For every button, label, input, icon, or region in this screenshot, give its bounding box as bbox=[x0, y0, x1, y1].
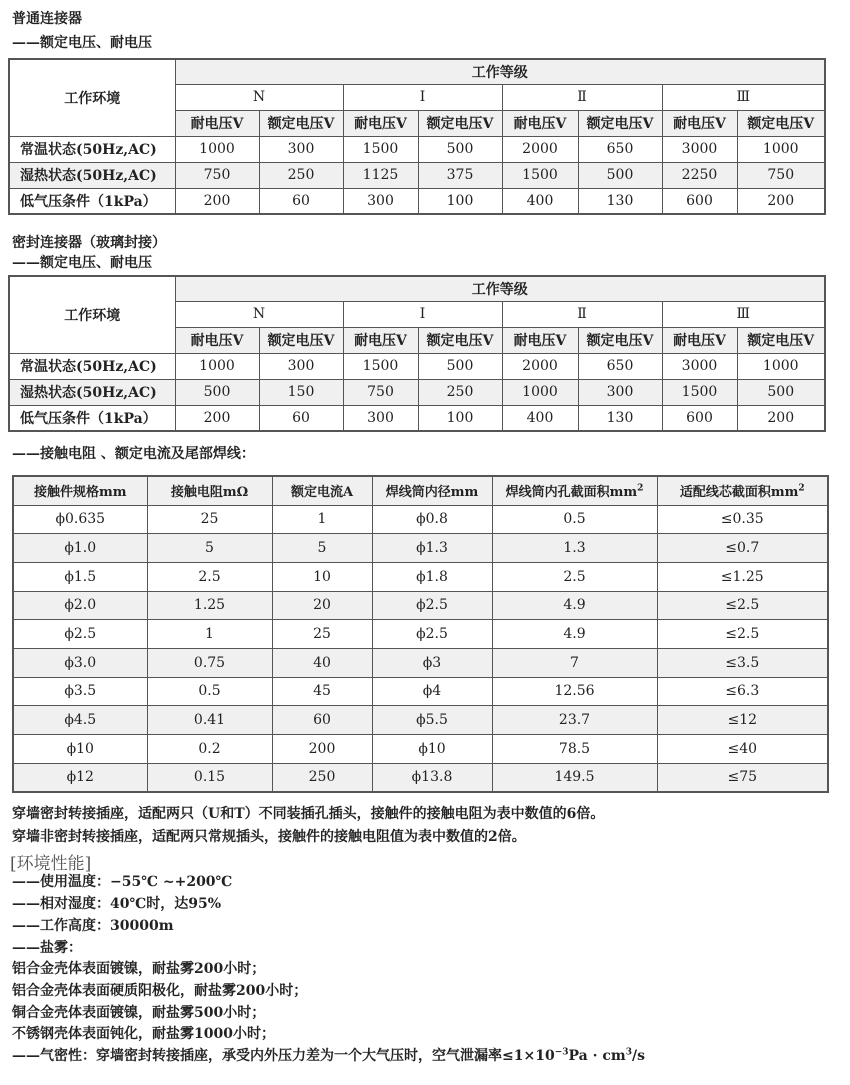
env-line: 不锈钢壳体表面钝化，耐盐雾1000小时； bbox=[12, 1026, 275, 1042]
table-cell: ϕ1.3 bbox=[372, 534, 492, 563]
section-subtitle-voltage: ——额定电压、耐电压 bbox=[12, 35, 152, 51]
row-env-label: 低气压条件（1kPa） bbox=[9, 405, 175, 431]
table-cell: 130 bbox=[578, 188, 662, 214]
table-cell: 300 bbox=[343, 405, 418, 431]
note-unsealed-feedthrough: 穿墙非密封转接插座，适配两只常规插头，接触件的接触电阻值为表中数值的2倍。 bbox=[12, 829, 526, 845]
header-solder-cup-area bbox=[492, 476, 657, 505]
table-cell: 78.5 bbox=[492, 735, 657, 764]
environment-heading: [环境性能] bbox=[10, 854, 92, 874]
table-cell: ϕ3.0 bbox=[13, 648, 147, 677]
table-cell: 250 bbox=[272, 763, 372, 792]
grade-n: N bbox=[175, 301, 343, 327]
grade-1: I bbox=[343, 84, 502, 110]
table-cell: 1 bbox=[147, 620, 272, 649]
table-cell: ≤6.3 bbox=[657, 677, 828, 706]
table-cell: ≤3.5 bbox=[657, 648, 828, 677]
table-cell: 5 bbox=[272, 534, 372, 563]
table-cell: 1.3 bbox=[492, 534, 657, 563]
env-airtightness bbox=[12, 1045, 645, 1065]
table-cell: 2000 bbox=[502, 353, 578, 379]
table-row bbox=[13, 534, 828, 563]
subcol-rated-voltage: 额定电压V bbox=[259, 327, 343, 353]
table-row bbox=[9, 162, 825, 188]
table-cell: 750 bbox=[737, 162, 825, 188]
table-cell: 200 bbox=[737, 188, 825, 214]
table-cell: ϕ10 bbox=[372, 735, 492, 764]
table-cell: 45 bbox=[272, 677, 372, 706]
table-cell: 1000 bbox=[175, 353, 259, 379]
table-cell: 400 bbox=[502, 405, 578, 431]
table-cell: 250 bbox=[418, 379, 502, 405]
table-cell: 2.5 bbox=[492, 562, 657, 591]
table-cell: ϕ4 bbox=[372, 677, 492, 706]
table-cell: 0.41 bbox=[147, 706, 272, 735]
header-solder-cup-diameter: 焊线筒内径mm bbox=[372, 476, 492, 505]
table-cell: ϕ13.8 bbox=[372, 763, 492, 792]
table-cell: 1000 bbox=[175, 136, 259, 162]
table-cell: 1.25 bbox=[147, 591, 272, 620]
table-row bbox=[13, 706, 828, 735]
subcol-rated-voltage: 额定电压V bbox=[259, 110, 343, 136]
header-solder-cup-area-text: 焊线筒内孔截面积mm bbox=[505, 485, 638, 501]
header-work-grade: 工作等级 bbox=[175, 276, 825, 301]
table-cell: 10 bbox=[272, 562, 372, 591]
header-rated-current: 额定电流A bbox=[272, 476, 372, 505]
table-cell: 20 bbox=[272, 591, 372, 620]
table-cell: 750 bbox=[175, 162, 259, 188]
env-line: ——盐雾： bbox=[12, 940, 82, 956]
subcol-withstand-voltage: 耐电压V bbox=[662, 110, 737, 136]
table-cell: ϕ0.635 bbox=[13, 505, 147, 534]
table-cell: 300 bbox=[578, 379, 662, 405]
table-cell: 7 bbox=[492, 648, 657, 677]
table-cell: 1500 bbox=[502, 162, 578, 188]
header-wire-area-text: 适配线芯截面积mm bbox=[679, 485, 799, 501]
table-cell: ϕ2.5 bbox=[372, 591, 492, 620]
table-cell: 600 bbox=[662, 405, 737, 431]
superscript: 2 bbox=[637, 483, 644, 494]
grade-n: N bbox=[175, 84, 343, 110]
subcol-rated-voltage: 额定电压V bbox=[418, 327, 502, 353]
row-env-label: 湿热状态(50Hz,AC) bbox=[9, 379, 175, 405]
table-row bbox=[9, 379, 825, 405]
table-cell: 1000 bbox=[737, 136, 825, 162]
grade-2: Ⅱ bbox=[502, 84, 662, 110]
table-cell: 3000 bbox=[662, 136, 737, 162]
table-row bbox=[9, 353, 825, 379]
subcol-rated-voltage: 额定电压V bbox=[737, 110, 825, 136]
table-cell: 4.9 bbox=[492, 591, 657, 620]
env-line: ——相对湿度：40℃时，达95% bbox=[12, 896, 222, 912]
table-cell: 300 bbox=[259, 136, 343, 162]
table-cell: 0.2 bbox=[147, 735, 272, 764]
header-work-env: 工作环境 bbox=[9, 276, 175, 353]
table-cell: 0.75 bbox=[147, 648, 272, 677]
subcol-rated-voltage: 额定电压V bbox=[578, 327, 662, 353]
table-cell: 500 bbox=[418, 136, 502, 162]
table-cell: 200 bbox=[175, 188, 259, 214]
table-row bbox=[13, 505, 828, 534]
table-cell: 130 bbox=[578, 405, 662, 431]
table-cell: ϕ0.8 bbox=[372, 505, 492, 534]
table-cell: ϕ10 bbox=[13, 735, 147, 764]
subcol-withstand-voltage: 耐电压V bbox=[175, 110, 259, 136]
subcol-rated-voltage: 额定电压V bbox=[737, 327, 825, 353]
table-cell: 12.56 bbox=[492, 677, 657, 706]
grade-2: Ⅱ bbox=[502, 301, 662, 327]
grade-3: Ⅲ bbox=[662, 301, 825, 327]
header-work-grade: 工作等级 bbox=[175, 59, 825, 84]
subcol-withstand-voltage: 耐电压V bbox=[343, 327, 418, 353]
table-cell: ϕ5.5 bbox=[372, 706, 492, 735]
table-cell: 60 bbox=[272, 706, 372, 735]
table-cell: 1 bbox=[272, 505, 372, 534]
table-cell: 500 bbox=[578, 162, 662, 188]
row-env-label: 低气压条件（1kPa） bbox=[9, 188, 175, 214]
table-cell: 1000 bbox=[502, 379, 578, 405]
voltage-table-standard bbox=[8, 58, 826, 215]
table-cell: ≤0.35 bbox=[657, 505, 828, 534]
table-cell: ϕ3 bbox=[372, 648, 492, 677]
table-cell: 0.5 bbox=[147, 677, 272, 706]
section-title-sealed-connector: 密封连接器（玻璃封接） bbox=[12, 235, 166, 251]
table-cell: ≤2.5 bbox=[657, 591, 828, 620]
env-line: ——工作高度：30000m bbox=[12, 918, 174, 934]
table-cell: 60 bbox=[259, 188, 343, 214]
table-row bbox=[13, 648, 828, 677]
table-cell: 500 bbox=[737, 379, 825, 405]
subcol-withstand-voltage: 耐电压V bbox=[343, 110, 418, 136]
table-cell: 200 bbox=[175, 405, 259, 431]
table-row bbox=[13, 763, 828, 792]
row-env-label: 常温状态(50Hz,AC) bbox=[9, 136, 175, 162]
table-cell: 500 bbox=[175, 379, 259, 405]
subcol-withstand-voltage: 耐电压V bbox=[502, 110, 578, 136]
table-cell: ≤1.25 bbox=[657, 562, 828, 591]
subcol-rated-voltage: 额定电压V bbox=[418, 110, 502, 136]
table-row bbox=[13, 620, 828, 649]
airtight-unit-suffix: /s bbox=[631, 1048, 645, 1064]
table-cell: 750 bbox=[343, 379, 418, 405]
airtight-unit-sup: 3 bbox=[625, 1047, 632, 1058]
table-cell: 1500 bbox=[343, 353, 418, 379]
table-cell: 23.7 bbox=[492, 706, 657, 735]
table-cell: ≤40 bbox=[657, 735, 828, 764]
table-cell: 650 bbox=[578, 353, 662, 379]
env-line: 铝合金壳体表面镀镍，耐盐雾200小时； bbox=[12, 961, 266, 977]
airtight-exponent: −3 bbox=[554, 1047, 569, 1058]
header-work-env: 工作环境 bbox=[9, 59, 175, 136]
table-cell: ϕ4.5 bbox=[13, 706, 147, 735]
table-cell: 4.9 bbox=[492, 620, 657, 649]
table-cell: 1000 bbox=[737, 353, 825, 379]
table-cell: 400 bbox=[502, 188, 578, 214]
airtight-text: ——气密性：穿墙密封转接插座，承受内外压力差为一个大气压时，空气泄漏率≤1×10 bbox=[12, 1048, 555, 1064]
table-cell: 5 bbox=[147, 534, 272, 563]
table-row bbox=[9, 188, 825, 214]
table-cell: ϕ1.8 bbox=[372, 562, 492, 591]
table-cell: ϕ1.0 bbox=[13, 534, 147, 563]
table-cell: 0.5 bbox=[492, 505, 657, 534]
table-cell: 2250 bbox=[662, 162, 737, 188]
voltage-table-sealed-body bbox=[9, 353, 825, 431]
table-cell: ϕ3.5 bbox=[13, 677, 147, 706]
table-cell: 60 bbox=[259, 405, 343, 431]
table-row bbox=[13, 562, 828, 591]
table-cell: 600 bbox=[662, 188, 737, 214]
subcol-withstand-voltage: 耐电压V bbox=[662, 327, 737, 353]
table-cell: 3000 bbox=[662, 353, 737, 379]
table-cell: 40 bbox=[272, 648, 372, 677]
table-cell: ϕ2.0 bbox=[13, 591, 147, 620]
table-cell: 250 bbox=[259, 162, 343, 188]
table-cell: 1125 bbox=[343, 162, 418, 188]
row-env-label: 常温状态(50Hz,AC) bbox=[9, 353, 175, 379]
table-cell: ϕ1.5 bbox=[13, 562, 147, 591]
table-cell: 149.5 bbox=[492, 763, 657, 792]
header-contact-resistance: 接触电阻mΩ bbox=[147, 476, 272, 505]
voltage-table-sealed bbox=[8, 275, 826, 432]
table-cell: 150 bbox=[259, 379, 343, 405]
table-row bbox=[13, 735, 828, 764]
subcol-rated-voltage: 额定电压V bbox=[578, 110, 662, 136]
voltage-table-standard-body bbox=[9, 136, 825, 214]
table-cell: ≤2.5 bbox=[657, 620, 828, 649]
table-cell: 200 bbox=[737, 405, 825, 431]
table-cell: ϕ2.5 bbox=[372, 620, 492, 649]
table-row bbox=[9, 405, 825, 431]
table-cell: 1500 bbox=[343, 136, 418, 162]
table-row bbox=[13, 591, 828, 620]
subcol-withstand-voltage: 耐电压V bbox=[175, 327, 259, 353]
airtight-unit: Pa · cm bbox=[568, 1048, 626, 1064]
env-line: ——使用温度：−55℃ ~+200℃ bbox=[12, 874, 233, 890]
table-cell: ϕ12 bbox=[13, 763, 147, 792]
table-cell: 500 bbox=[418, 353, 502, 379]
env-line: 铜合金壳体表面镀镍，耐盐雾500小时； bbox=[12, 1005, 266, 1021]
row-env-label: 湿热状态(50Hz,AC) bbox=[9, 162, 175, 188]
grade-1: I bbox=[343, 301, 502, 327]
table-cell: 0.15 bbox=[147, 763, 272, 792]
note-sealed-feedthrough: 穿墙密封转接插座，适配两只（U和T）不同装插孔插头，接触件的接触电阻为表中数值的6倍。 bbox=[12, 806, 605, 822]
contact-table-body bbox=[13, 505, 828, 792]
table-cell: ≤75 bbox=[657, 763, 828, 792]
table-row bbox=[9, 136, 825, 162]
table-cell: 1500 bbox=[662, 379, 737, 405]
env-line: 铝合金壳体表面硬质阳极化，耐盐雾200小时； bbox=[12, 983, 308, 999]
section-subtitle-voltage: ——额定电压、耐电压 bbox=[12, 255, 152, 271]
header-contact-spec: 接触件规格mm bbox=[13, 476, 147, 505]
table-cell: 25 bbox=[147, 505, 272, 534]
table-cell: ≤0.7 bbox=[657, 534, 828, 563]
contact-table bbox=[12, 475, 829, 793]
table-row bbox=[13, 677, 828, 706]
table-cell: 100 bbox=[418, 405, 502, 431]
section-title-contact-resistance: ——接触电阻 、额定电流及尾部焊线： bbox=[12, 446, 255, 462]
header-wire-area bbox=[657, 476, 828, 505]
table-cell: 300 bbox=[259, 353, 343, 379]
table-cell: ϕ2.5 bbox=[13, 620, 147, 649]
grade-3: Ⅲ bbox=[662, 84, 825, 110]
table-cell: 200 bbox=[272, 735, 372, 764]
superscript: 2 bbox=[798, 483, 805, 494]
table-cell: 25 bbox=[272, 620, 372, 649]
table-cell: 300 bbox=[343, 188, 418, 214]
table-cell: ≤12 bbox=[657, 706, 828, 735]
table-cell: 100 bbox=[418, 188, 502, 214]
subcol-withstand-voltage: 耐电压V bbox=[502, 327, 578, 353]
table-cell: 2000 bbox=[502, 136, 578, 162]
section-title-standard-connector: 普通连接器 bbox=[12, 11, 82, 27]
table-cell: 2.5 bbox=[147, 562, 272, 591]
table-cell: 650 bbox=[578, 136, 662, 162]
table-cell: 375 bbox=[418, 162, 502, 188]
